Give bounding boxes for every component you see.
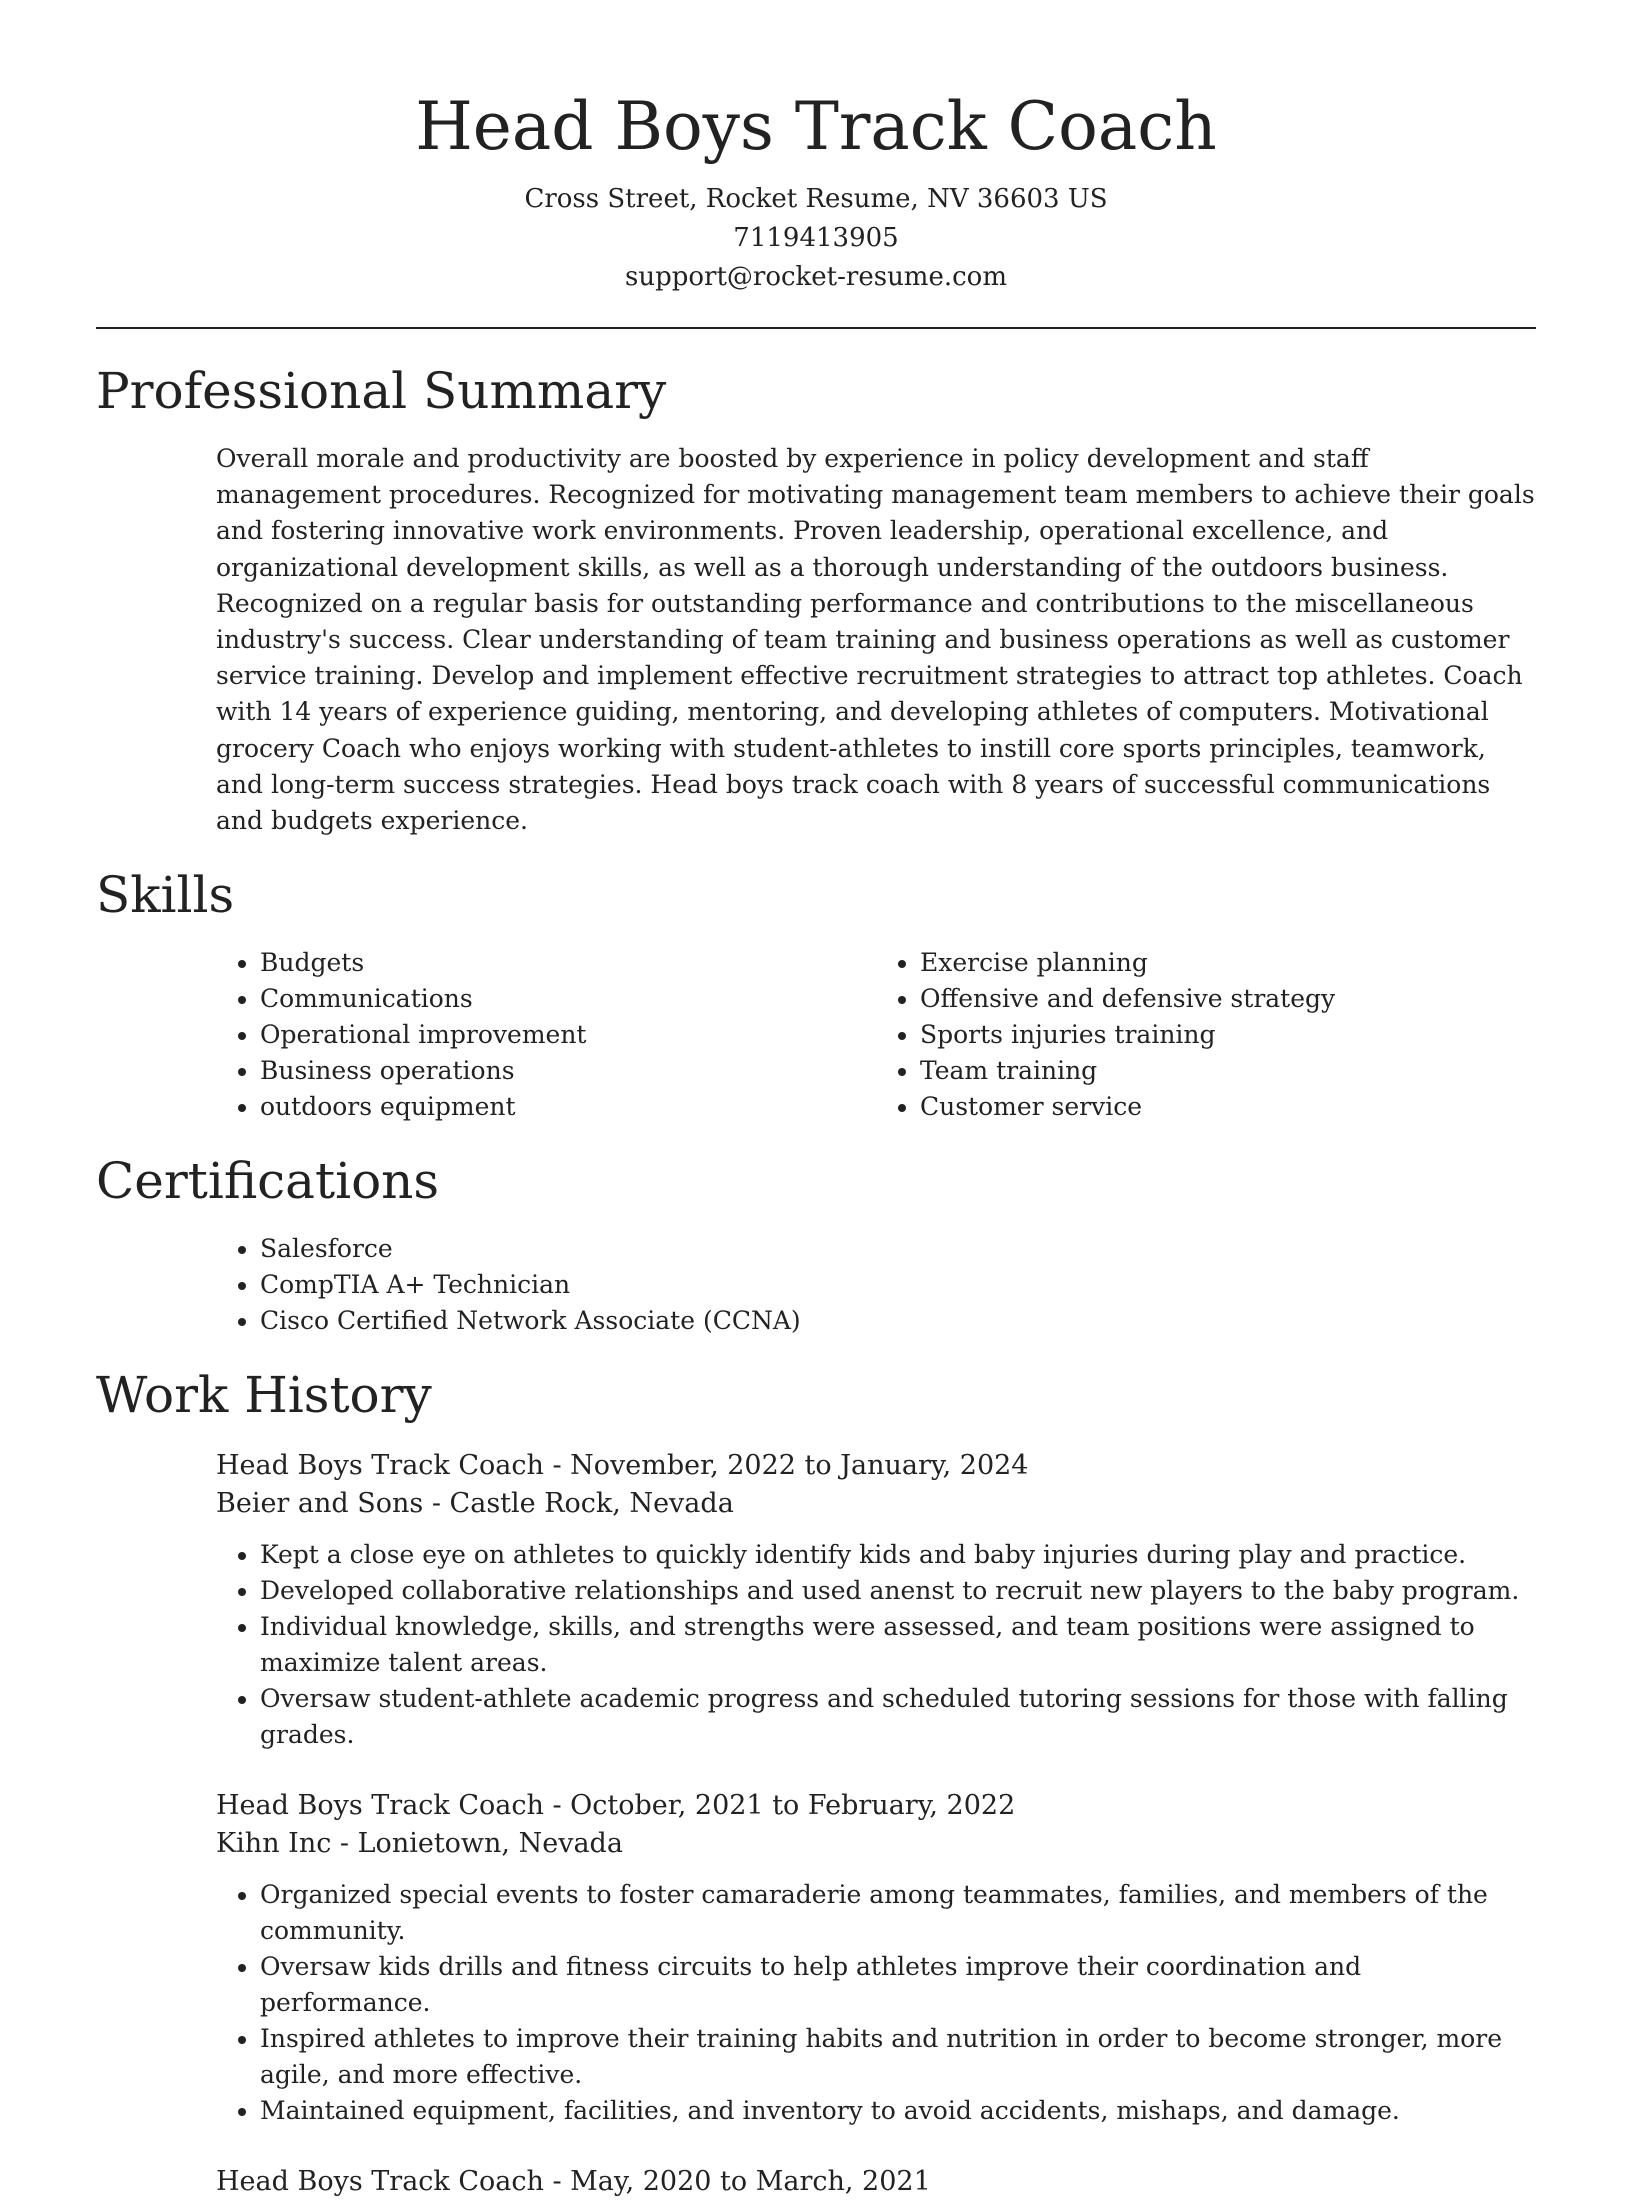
certification-item: • Salesforce	[260, 1231, 1536, 1267]
certification-item: • Cisco Certified Network Associate (CCNA)	[260, 1303, 1536, 1339]
skills-column-right	[876, 945, 1536, 1125]
work-history-heading: Work History	[96, 1366, 432, 1425]
skill-item: • Business operations	[260, 1053, 876, 1089]
summary-text: Overall morale and productivity are boosted by experience in policy development and staff management procedures. Recognized for motivating management team members to achieve their goals and fostering innovative work environments. Proven leadership, operational excellence, and organizational development skills, as well as a thorough understanding of the outdoors business. Recognized on a regular basis for outstanding performance and contributions to the miscellaneous industry's success. Clear understanding of team training and business operations as well as customer service training. Develop and implement effective recruitment strategies to attract top athletes. Coach with 14 years of experience guiding, mentoring, and developing athletes of computers. Motivational grocery Coach who enjoys working with student-athletes to instill core sports principles, teamwork, and long-term success strategies. Head boys track coach with 8 years of successful communications and budgets experience.	[216, 444, 1535, 836]
skills-heading: Skills	[96, 866, 235, 925]
job-title-dates: Head Boys Track Coach - October, 2021 to February, 2022	[216, 1790, 1016, 1822]
job-company-location: Beier and Sons - Castle Rock, Nevada	[216, 1488, 734, 1520]
skill-item: • Sports injuries training	[920, 1017, 1536, 1053]
skill-item: • Operational improvement	[260, 1017, 876, 1053]
skill-item: • Team training	[920, 1053, 1536, 1089]
skill-item: • Budgets	[260, 945, 876, 981]
resume-page	[96, 0, 1536, 2201]
job-bullet: • Individual knowledge, skills, and strengths were assessed, and team positions were assigned to maximize talent areas.	[260, 1609, 1536, 1681]
certifications-heading: Certifications	[96, 1152, 440, 1211]
phone-number: 7119413905	[733, 223, 899, 253]
skill-item: • Exercise planning	[920, 945, 1536, 981]
job-title-dates: Head Boys Track Coach - November, 2022 to January, 2024	[216, 1450, 1029, 1482]
job-entry	[216, 1447, 1536, 1753]
skills-grid	[216, 945, 1536, 1125]
skill-item: • Customer service	[920, 1089, 1536, 1125]
job-bullet: • Inspired athletes to improve their training habits and nutrition in order to become stronger, more agile, and more effective.	[260, 2021, 1536, 2093]
contact-info	[96, 180, 1536, 297]
summary-heading: Professional Summary	[96, 362, 667, 420]
job-entry	[216, 1787, 1536, 2129]
job-title-dates: Head Boys Track Coach - May, 2020 to March, 2021	[216, 2166, 931, 2198]
skill-item: • Offensive and defensive strategy	[920, 981, 1536, 1017]
job-company-location: Kihn Inc - Lonietown, Nevada	[216, 1828, 623, 1860]
email-address: support@rocket-resume.com	[624, 262, 1007, 292]
job-bullet: • Maintained equipment, facilities, and inventory to avoid accidents, mishaps, and damage.	[260, 2093, 1536, 2129]
address: Cross Street, Rocket Resume, NV 36603 US	[524, 184, 1108, 214]
job-bullet: • Organized special events to foster camaraderie among teammates, families, and members of the community.	[260, 1877, 1536, 1949]
skills-column-left	[216, 945, 876, 1125]
certification-item: • CompTIA A+ Technician	[260, 1267, 1536, 1303]
job-responsibilities	[216, 1877, 1536, 2129]
job-bullet: • Oversaw student-athlete academic progress and scheduled tutoring sessions for those with falling grades.	[260, 1681, 1536, 1753]
job-bullet: • Kept a close eye on athletes to quickly identify kids and baby injuries during play and practice.	[260, 1537, 1536, 1573]
job-entry	[216, 2163, 1536, 2201]
skill-item: • outdoors equipment	[260, 1089, 876, 1125]
resume-header	[96, 0, 1536, 297]
job-responsibilities	[216, 1537, 1536, 1753]
certifications-list	[216, 1231, 1536, 1339]
job-bullet: • Oversaw kids drills and fitness circuits to help athletes improve their coordination and performance.	[260, 1949, 1536, 2021]
candidate-name: Head Boys Track Coach	[415, 88, 1217, 165]
header-divider	[96, 327, 1536, 329]
skill-item: • Communications	[260, 981, 876, 1017]
job-bullet: • Developed collaborative relationships and used anenst to recruit new players to the baby program.	[260, 1573, 1536, 1609]
